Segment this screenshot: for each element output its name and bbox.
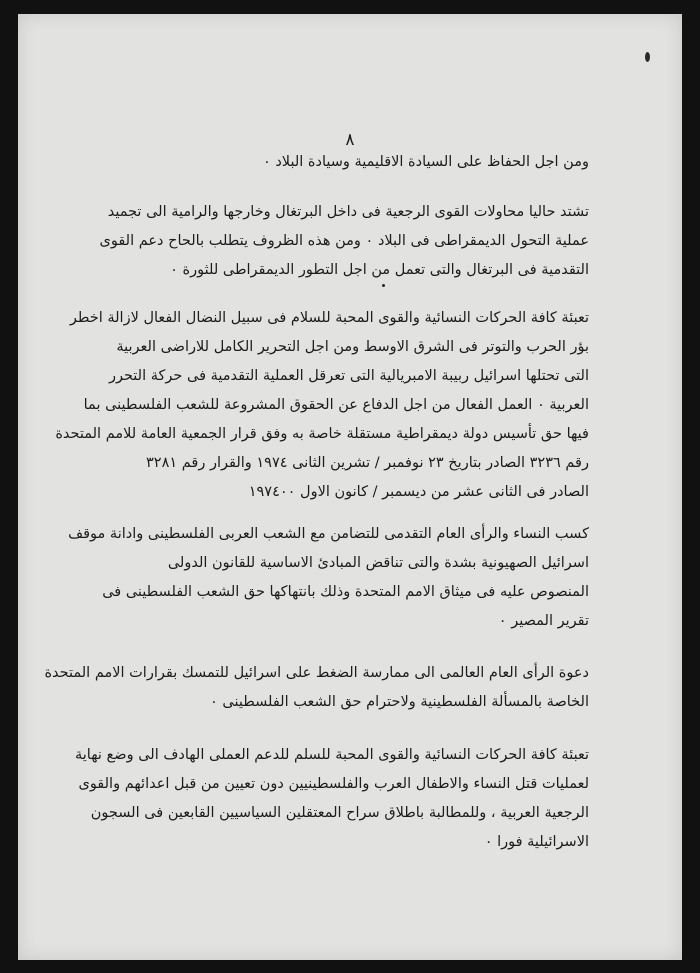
paragraph-mobilization [75, 741, 589, 857]
paragraph-line: تعبئة كافة الحركات النسائية والقوى المحبة للسلام فى سبيل النضال الفعال لازالة اخطر [69, 310, 589, 326]
paragraph-line: الرجعية العربية ، وللمطالبة باطلاق سراح المعتقلين السياسيين القابعين فى السجون [90, 805, 589, 821]
heading [114, 148, 589, 177]
document-page [18, 14, 682, 960]
paragraph-public-opinion [44, 659, 589, 717]
paragraph-line: فيها حق تأسيس دولة ديمقراطية مستقلة خاصة به وفق قرار الجمعية العامة للامم المتحدة [55, 426, 589, 442]
paragraph-line: الاسرائيلية فورا ٠ [484, 834, 589, 850]
paragraph-line: عملية التحول الديمقراطى فى البلاد ٠ ومن هذه الظروف يتطلب بالحاح دعم القوى [99, 233, 589, 249]
paragraph-portugal [99, 198, 589, 285]
paragraph-line: تقرير المصير ٠ [498, 613, 589, 629]
paragraph-line: رقم ٣٢٣٦ الصادر بتاريخ ٢٣ نوفمبر / تشرين الثانى ١٩٧٤ والقرار رقم ٣٢٨١ [146, 455, 589, 471]
paragraph-line: لعمليات قتل النساء والاطفال العرب والفلسطينيين دون تعيين من قبل اعدائهم والقوى [78, 776, 589, 792]
paragraph-middle-east [55, 304, 589, 507]
page-number: ٨ [345, 130, 355, 150]
paragraph-line: كسب النساء والرأى العام التقدمى للتضامن مع الشعب العربى الفلسطينى وادانة موقف [68, 526, 589, 542]
paragraph-line: بؤر الحرب والتوتر فى الشرق الاوسط ومن اجل التحرير الكامل للاراضى العربية [116, 339, 589, 355]
paragraph-line: التى تحتلها اسرائيل ربيبة الامبريالية التى تعرقل العملية التقدمية فى حركة التحرر [108, 368, 589, 384]
heading-line: ومن اجل الحفاظ على السيادة الاقليمية وسيادة البلاد ٠ [262, 154, 589, 170]
paragraph-line: التقدمية فى البرتغال والتى تعمل من اجل التطور الديمقراطى للثورة ٠ [170, 262, 589, 278]
paragraph-line: الصادر فى الثانى عشر من ديسمبر / كانون الاول ١٩٧٤٠٠ [248, 484, 589, 500]
paragraph-line: المنصوص عليه فى ميثاق الامم المتحدة وذلك بانتهاكها حق الشعب الفلسطينى فى [102, 584, 589, 600]
paragraph-line: الخاصة بالمسألة الفلسطينية ولاحترام حق الشعب الفلسطينى ٠ [209, 694, 589, 710]
paragraph-line: تعبئة كافة الحركات النسائية والقوى المحبة للسلم للدعم العملى الهادف الى وضع نهاية [75, 747, 589, 763]
paragraph-line: تشتد حاليا محاولات القوى الرجعية فى داخل البرتغال وخارجها والرامية الى تجميد [107, 204, 589, 220]
paragraph-solidarity [68, 520, 589, 636]
paragraph-line: دعوة الرأى العام العالمى الى ممارسة الضغط على اسرائيل للتمسك بقرارات الامم المتحدة [44, 665, 589, 681]
paragraph-line: اسرائيل الصهيونية بشدة والتى تناقض المبادئ الاساسية للقانون الدولى [167, 555, 589, 571]
ink-mark [645, 52, 650, 62]
paragraph-line: العربية ٠ العمل الفعال من اجل الدفاع عن الحقوق المشروعة للشعب الفلسطينى بما [83, 397, 589, 413]
